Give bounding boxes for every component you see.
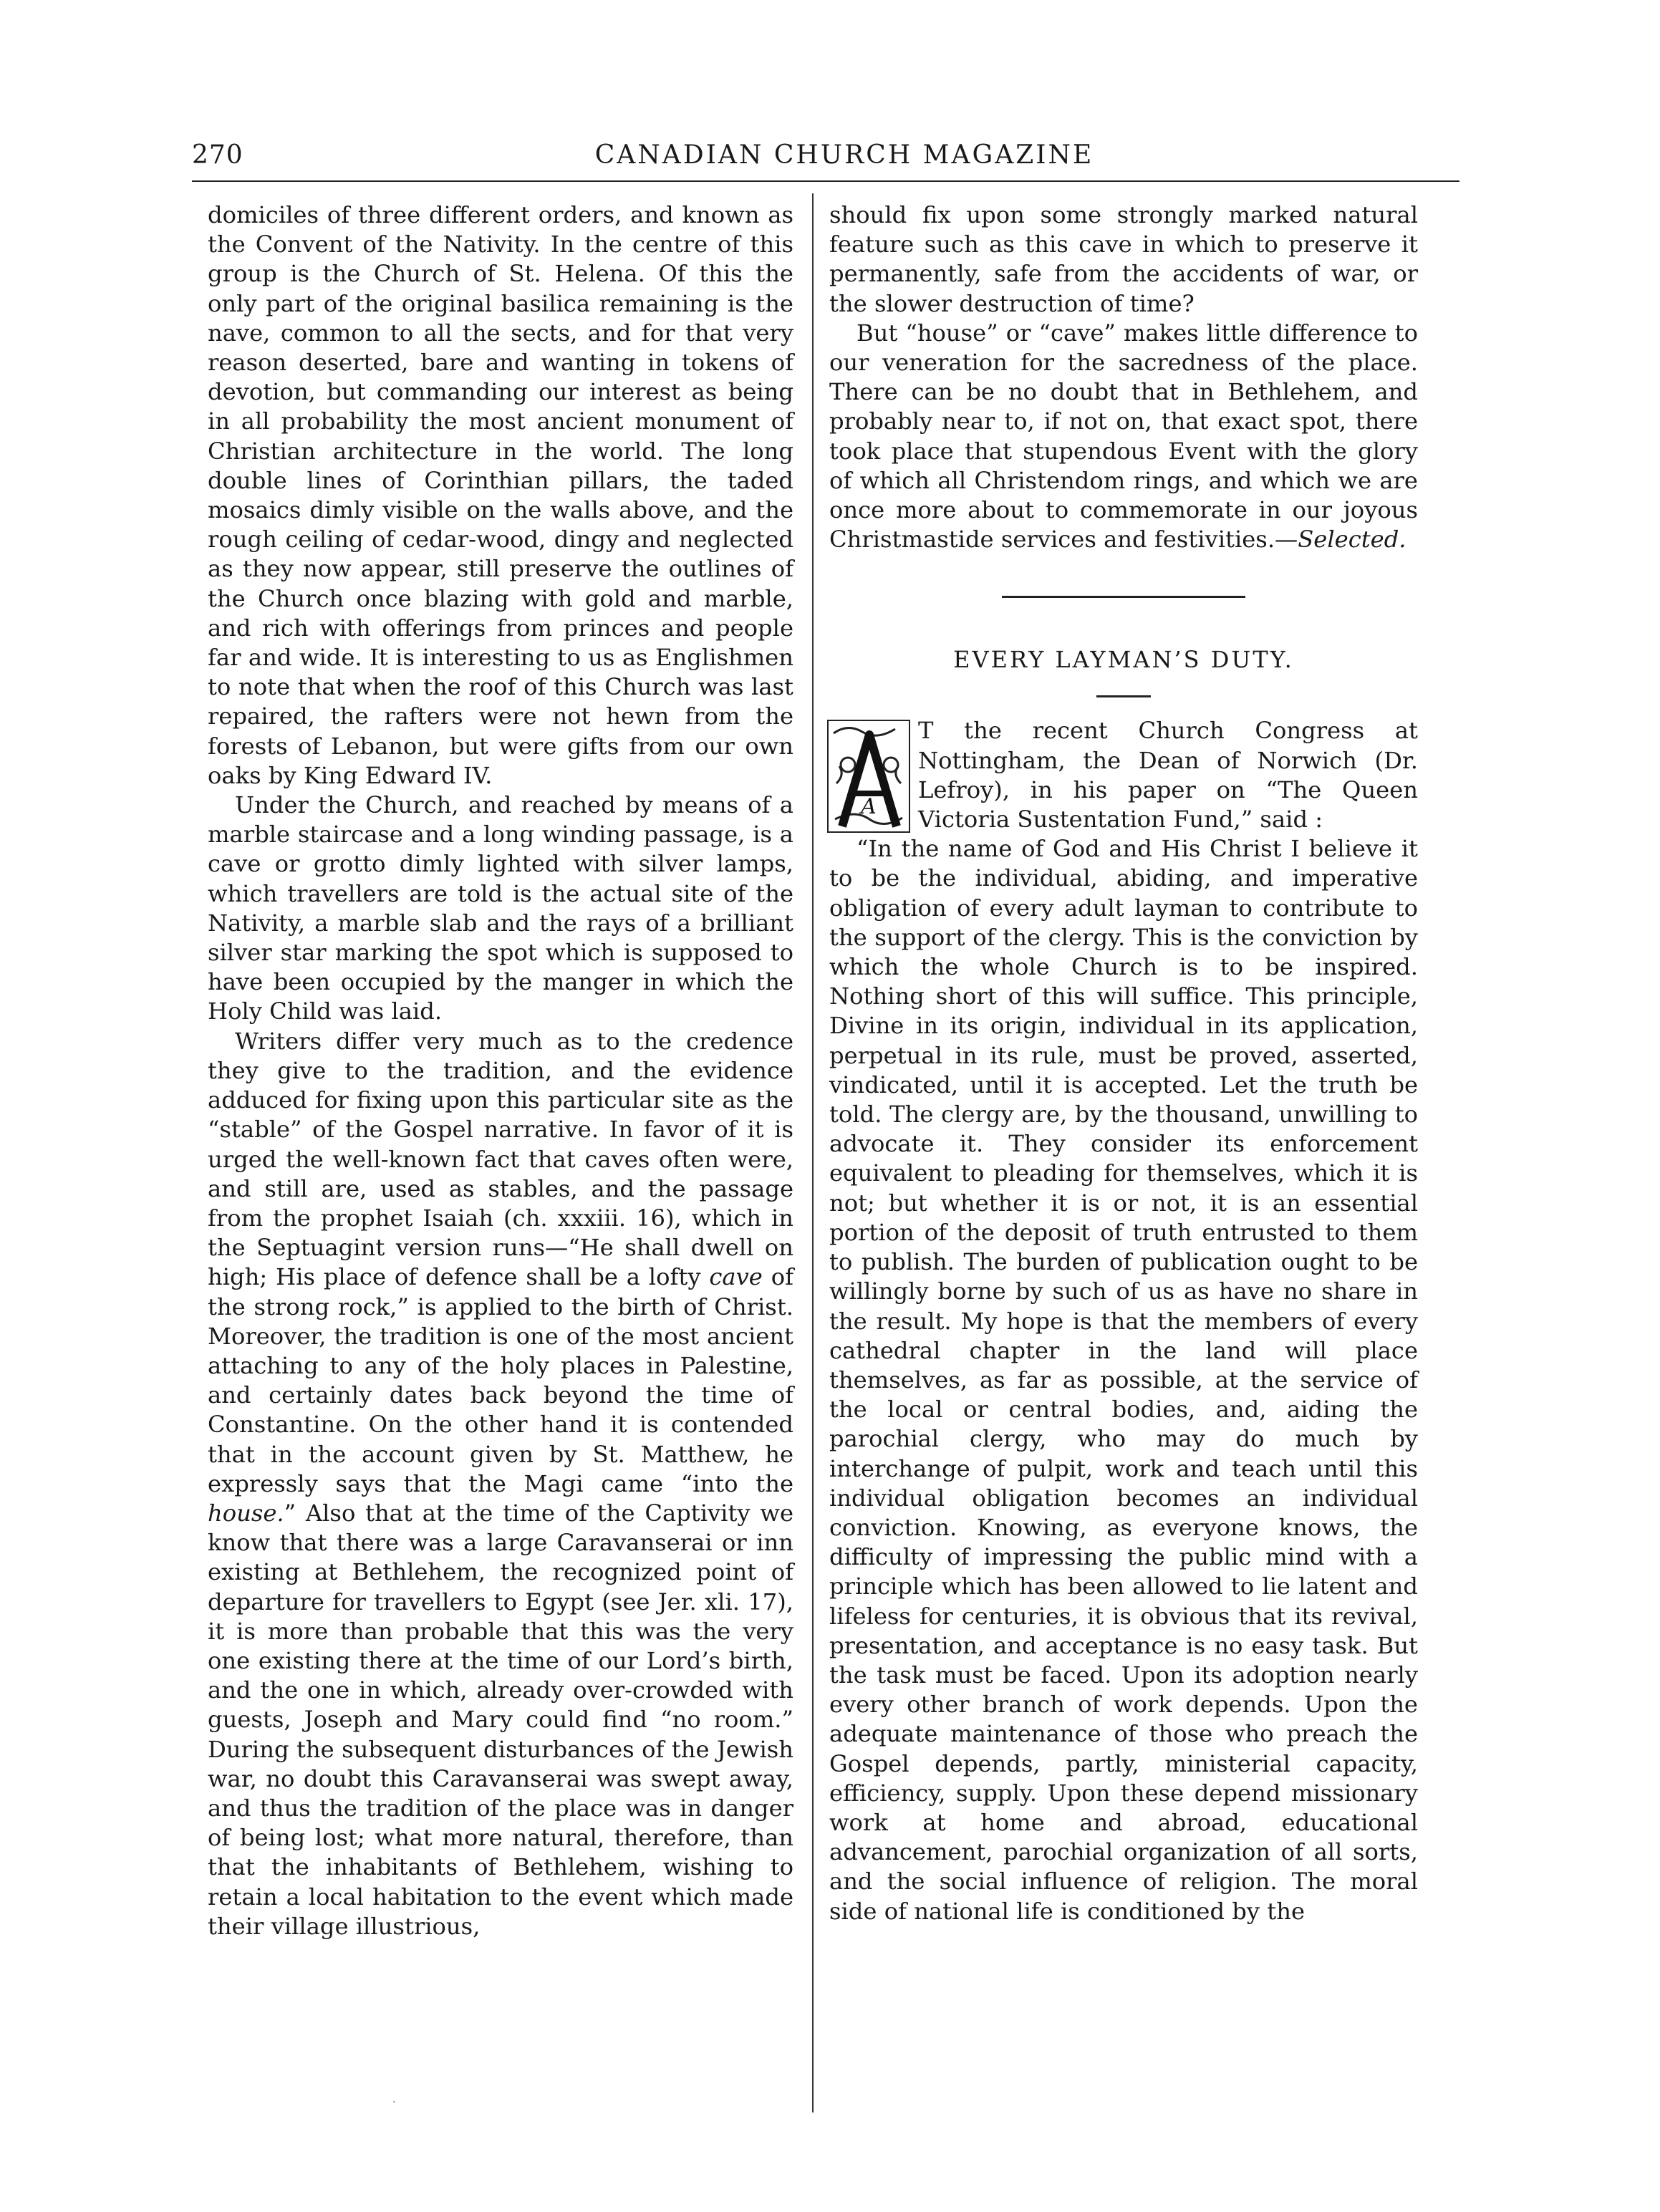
header-rule [192,180,1459,182]
dropcap-ornament-icon [826,719,911,834]
dropcap-letter: A [861,794,877,820]
page-header [0,140,1660,183]
right-paragraph-2 [829,319,1418,555]
section-title: EVERY LAYMAN’S DUTY. [953,646,1294,674]
section-separator [1002,596,1245,598]
bottom-mark: · [392,2097,396,2108]
emphasis-cave: cave [709,1263,763,1291]
right-paragraph-4: “In the name of God and His Christ I believe it to be the individual, abiding, and imperative obligation of every adult layman to contribute to the support of the clergy. This is the conviction by which the whole Church is to be inspired. Nothing short of this will suffice. This principle, Divine in its origin, individual in its application, perpetual in its rule, must be proved, asserted, vindicated, until it is accepted. Let the truth be told. The clergy are, by the thousand, unwilling to advocate it. They consider its enforcement equivalent to pleading for themselves, which it is not; but whether it is or not, it is an essential portion of the deposit of truth entrusted to them to publish. The burden of publication ought to be willingly borne by such of us as have no share in the result. My hope is that the members of every cathedral chapter in the land will place themselves, as far as possible, at the service of the local or central bodies, and, aiding the parochial clergy, who may do much by interchange of pulpit, work and teach until this individual obligation becomes an individual conviction. Knowing, as everyone knows, the difficulty of impressing the public mind with a principle which has been allowed to lie latent and lifeless for centuries, it is obvious that its revival, presentation, and acceptance is no easy task. But the task must be faced. Upon its adoption nearly every other branch of work depends. Upon the adequate maintenance of those who preach the Gospel depends, partly, ministerial capacity, efficiency, supply. Upon these depend missionary work at home and abroad, educational advancement, parochial organization of all sorts, and the social influence of religion. The moral side of national life is conditioned by the [829,835,1418,1925]
running-title: CANADIAN CHURCH MAGAZINE [594,140,1094,170]
left-paragraph-3-part-2: of the strong rock,” is applied to the birth of Christ. Moreover, the tradition is one of the most ancient attaching to any of the holy places in Palestine, and certainly dates back beyond the time of Constantine. On the other hand it is contended that in the account given by St. Matthew, he expressly says that the Magi came “into the [208,1263,793,1497]
left-paragraph-3-part-1: Writers differ very much as to the credence they give to the tradition, and the evidence adduced for fixing upon this particular site as the “stable” of the Gospel narrative. In favor of it is urged the well-known fact that caves often were, and still are, used as stables, and the passage from the prophet Isaiah (ch. xxxiii. 16), which in the Septuagint version runs—“He shall dwell on high; His place of defence shall be a lofty [208,1027,793,1291]
attribution-selected: Selected. [1298,526,1406,554]
right-paragraph-1: should fix upon some strongly marked natural feature such as this cave in which to preserve it permanently, safe from the accidents of war, or the slower destruction of time? [829,201,1418,317]
left-paragraph-2: Under the Church, and reached by means of a marble staircase and a long winding passage, is a cave or grotto dimly lighted with silver lamps, which travellers are told is the actual site of the Nativity, a marble slab and the rays of a brilliant silver star marking the spot which is supposed to have been occupied by the manger in which the Holy Child was laid. [208,791,793,1025]
ornamental-dropcap-a [826,719,911,834]
left-paragraph-3 [208,1027,793,1941]
page-number: 270 [192,140,243,170]
column-divider [812,193,814,2112]
left-paragraph-3-part-3: ” Also that at the time of the Captivity we know that there was a large Caravanserai or inn existing at Bethlehem, the recognized point of departure for travellers to Egypt (see Jer. xli. 17), it is more than probable that this was the very one existing there at the time of our Lord’s birth, and the one in which, already over-crowded with guests, Joseph and Mary could find “no room.” During the subsequent disturbances of the Jewish war, no doubt this Caravanserai was swept away, and thus the tradition of the place was in danger of being lost; what more natural, therefore, than that the inhabitants of Bethlehem, wishing to retain a local habitation to the event which made their village illustrious, [208,1499,793,1940]
emphasis-house: house. [208,1499,284,1527]
article-opening [829,716,1418,1926]
right-paragraph-2-text: But “house” or “cave” makes little difference to our veneration for the sacredness of the place. There can be no doubt that in Bethlehem, and probably near to, if not on, that exact spot, there took place that stupendous Event with the glory of which all Christendom rings, and which we are once more about to commemorate in our joyous Christmastide services and festivities.— [829,319,1418,554]
left-column [208,201,793,1941]
title-underline [1096,695,1151,697]
right-paragraph-3: T the recent Church Congress at Nottingham, the Dean of Norwich (Dr. Lefroy), in his paper on “The Queen Victoria Sustentation Fund,” said : [918,717,1418,834]
right-column [829,201,1418,1926]
left-paragraph-1: domiciles of three different orders, and known as the Convent of the Nativity. In the centre of this group is the Church of St. Helena. Of this the only part of the original basilica remaining is the nave, common to all the sects, and for that very reason deserted, bare and wanting in tokens of devotion, but commanding our interest as being in all probability the most ancient monument of Christian architecture in the world. The long double lines of Corinthian pillars, the taded mosaics dimly visible on the walls above, and the rough ceiling of cedar-wood, dingy and neglected as they now appear, still preserve the outlines of the Church once blazing with gold and marble, and rich with offerings from princes and people far and wide. It is interesting to us as Englishmen to note that when the roof of this Church was last repaired, the rafters were not hewn from the forests of Lebanon, but were gifts from our own oaks by King Edward IV. [208,201,793,789]
